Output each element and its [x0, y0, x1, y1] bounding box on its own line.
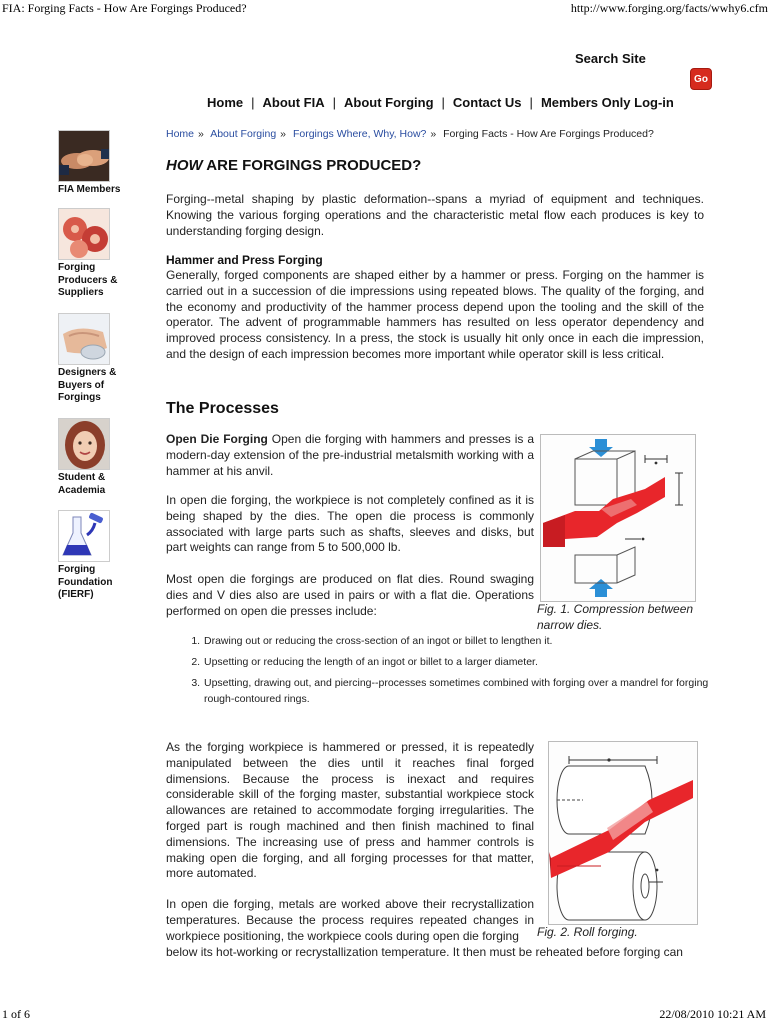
open-die-intro-text: Open die forging with hammers and presses is a modern-day extension of the pre-industrial metalsmith working with a hammer at his anvil.: [166, 432, 534, 478]
figure-2-caption: Fig. 2. Roll forging.: [537, 925, 638, 939]
print-footer-page: 1 of 6: [2, 1007, 30, 1021]
print-header-title: FIA: Forging Facts - How Are Forgings Produced?: [2, 1, 247, 15]
breadcrumb-arrow: »: [430, 128, 437, 140]
figure-1-caption: Fig. 1. Compression between narrow dies.: [537, 602, 694, 632]
search-site-label: Search Site: [575, 51, 646, 66]
operations-list: [186, 633, 716, 712]
open-die-paragraph-6: below its hot-working or recrystallization temperature. It then must be reheated before forging can: [166, 945, 683, 959]
sidebar-item-label[interactable]: Designers & Buyers of Forgings: [58, 367, 117, 403]
breadcrumb-home[interactable]: Home: [166, 128, 195, 140]
open-die-paragraph-1: [166, 432, 534, 479]
sidebar-item-label[interactable]: Forging Foundation (FIERF): [58, 564, 113, 600]
page-title-emphasis: HOW: [166, 157, 203, 174]
print-footer-datetime: 22/08/2010 10:21 AM: [659, 1007, 766, 1021]
breadcrumb: [166, 128, 654, 140]
handshake-icon[interactable]: [58, 130, 110, 182]
nav-separator: |: [332, 95, 336, 110]
nav-home[interactable]: Home: [207, 95, 244, 110]
search-go-button[interactable]: Go: [690, 68, 712, 90]
page-title: [166, 157, 421, 174]
sidebar-item-label[interactable]: Forging Producers & Suppliers: [58, 262, 118, 298]
list-item: 3. Upsetting, drawing out, and piercing--processes sometimes combined with forging over a mandrel for forging rough-contoured rings.: [203, 675, 716, 707]
sidebar-item-student-academia[interactable]: [58, 418, 130, 497]
figure-2-diagram: [548, 741, 698, 925]
lab-flask-icon[interactable]: [58, 510, 110, 562]
nav-separator: |: [529, 95, 533, 110]
breadcrumb-about-forging[interactable]: About Forging: [210, 128, 277, 140]
top-navigation: [207, 95, 674, 110]
sidebar-item-designers-buyers[interactable]: [58, 313, 130, 405]
hand-mouse-icon[interactable]: [58, 313, 110, 365]
breadcrumb-arrow: »: [280, 128, 287, 140]
breadcrumb-current: Forging Facts - How Are Forgings Produced?: [443, 128, 654, 140]
sidebar-item-forging-foundation[interactable]: [58, 510, 130, 602]
sidebar-item-fia-members[interactable]: [58, 130, 130, 197]
list-item: 1. Drawing out or reducing the cross-section of an ingot or billet to lengthen it.: [203, 633, 716, 649]
page-title-rest: ARE FORGINGS PRODUCED?: [202, 157, 422, 174]
hammer-press-heading: Hammer and Press Forging: [166, 253, 323, 267]
sidebar-item-label[interactable]: FIA Members: [58, 184, 121, 195]
processes-heading: The Processes: [166, 400, 279, 417]
student-portrait-icon[interactable]: [58, 418, 110, 470]
open-die-paragraph-3: Most open die forgings are produced on flat dies. Round swaging dies and V dies also are used in pairs or with a flat die. Operations performed on open die presses include:: [166, 572, 534, 618]
figure-1-diagram: [540, 434, 696, 602]
sidebar-item-producers-suppliers[interactable]: [58, 208, 130, 300]
list-item: 2. Upsetting or reducing the length of an ingot or billet to a larger diameter.: [203, 654, 716, 670]
breadcrumb-arrow: »: [198, 128, 204, 140]
print-header-url: http://www.forging.org/facts/wwhy6.cfm: [570, 1, 768, 15]
nav-separator: |: [441, 95, 445, 110]
hammer-press-paragraph: Generally, forged components are shaped either by a hammer or press. Forging on the hammer is carried out in a succession of die impressions using repeated blows. The quality of the forging, and the economy and productivity of the hammer process depend upon the tooling and the skill of the operator. The advent of programmable hammers has resulted on less operator dependency and improved process consistency. In a press, the stock is usually hit only once in each die impression, and the design of each impression becomes more important while operator skill is less critical.: [166, 268, 704, 361]
open-die-heading: Open Die Forging: [166, 432, 268, 446]
intro-paragraph: Forging--metal shaping by plastic deformation--spans a myriad of equipment and techniques. Knowing the various forging operations and the characteristic metal flow each produces is key to understanding forging design.: [166, 192, 704, 238]
open-die-paragraph-4: As the forging workpiece is hammered or pressed, it is repeatedly manipulated between the dies until it reaches final forged dimensions. Because the process is inexact and requires considerable skill of the forging master, substantial workpiece stock allowances are retained to accommodate forging irregularities. The forged part is rough machined and then finish machined to final dimensions. The increasing use of press and hammer controls is making open die forging, and all forging processes for that matter, more automated.: [166, 740, 534, 881]
sidebar-item-label[interactable]: Student & Academia: [58, 472, 106, 496]
breadcrumb-where-why-how[interactable]: Forgings Where, Why, How?: [292, 128, 427, 140]
open-die-paragraph-2: In open die forging, the workpiece is not completely confined as it is being shaped by the dies. The open die process is commonly associated with large parts such as shafts, sleeves and disks, but part weights can range from 5 to 500,000 lb.: [166, 493, 534, 555]
nav-contact-us[interactable]: Contact Us: [452, 95, 522, 110]
nav-members-login[interactable]: Members Only Log-in: [540, 95, 674, 110]
forged-parts-icon[interactable]: [58, 208, 110, 260]
nav-about-fia[interactable]: About FIA: [262, 95, 325, 110]
nav-about-forging[interactable]: About Forging: [344, 95, 434, 110]
open-die-paragraph-5: In open die forging, metals are worked above their recrystallization temperatures. Because the process requires repeated changes in workpiece positioning, the workpiece cools during open die forging: [166, 897, 534, 943]
nav-separator: |: [251, 95, 255, 110]
